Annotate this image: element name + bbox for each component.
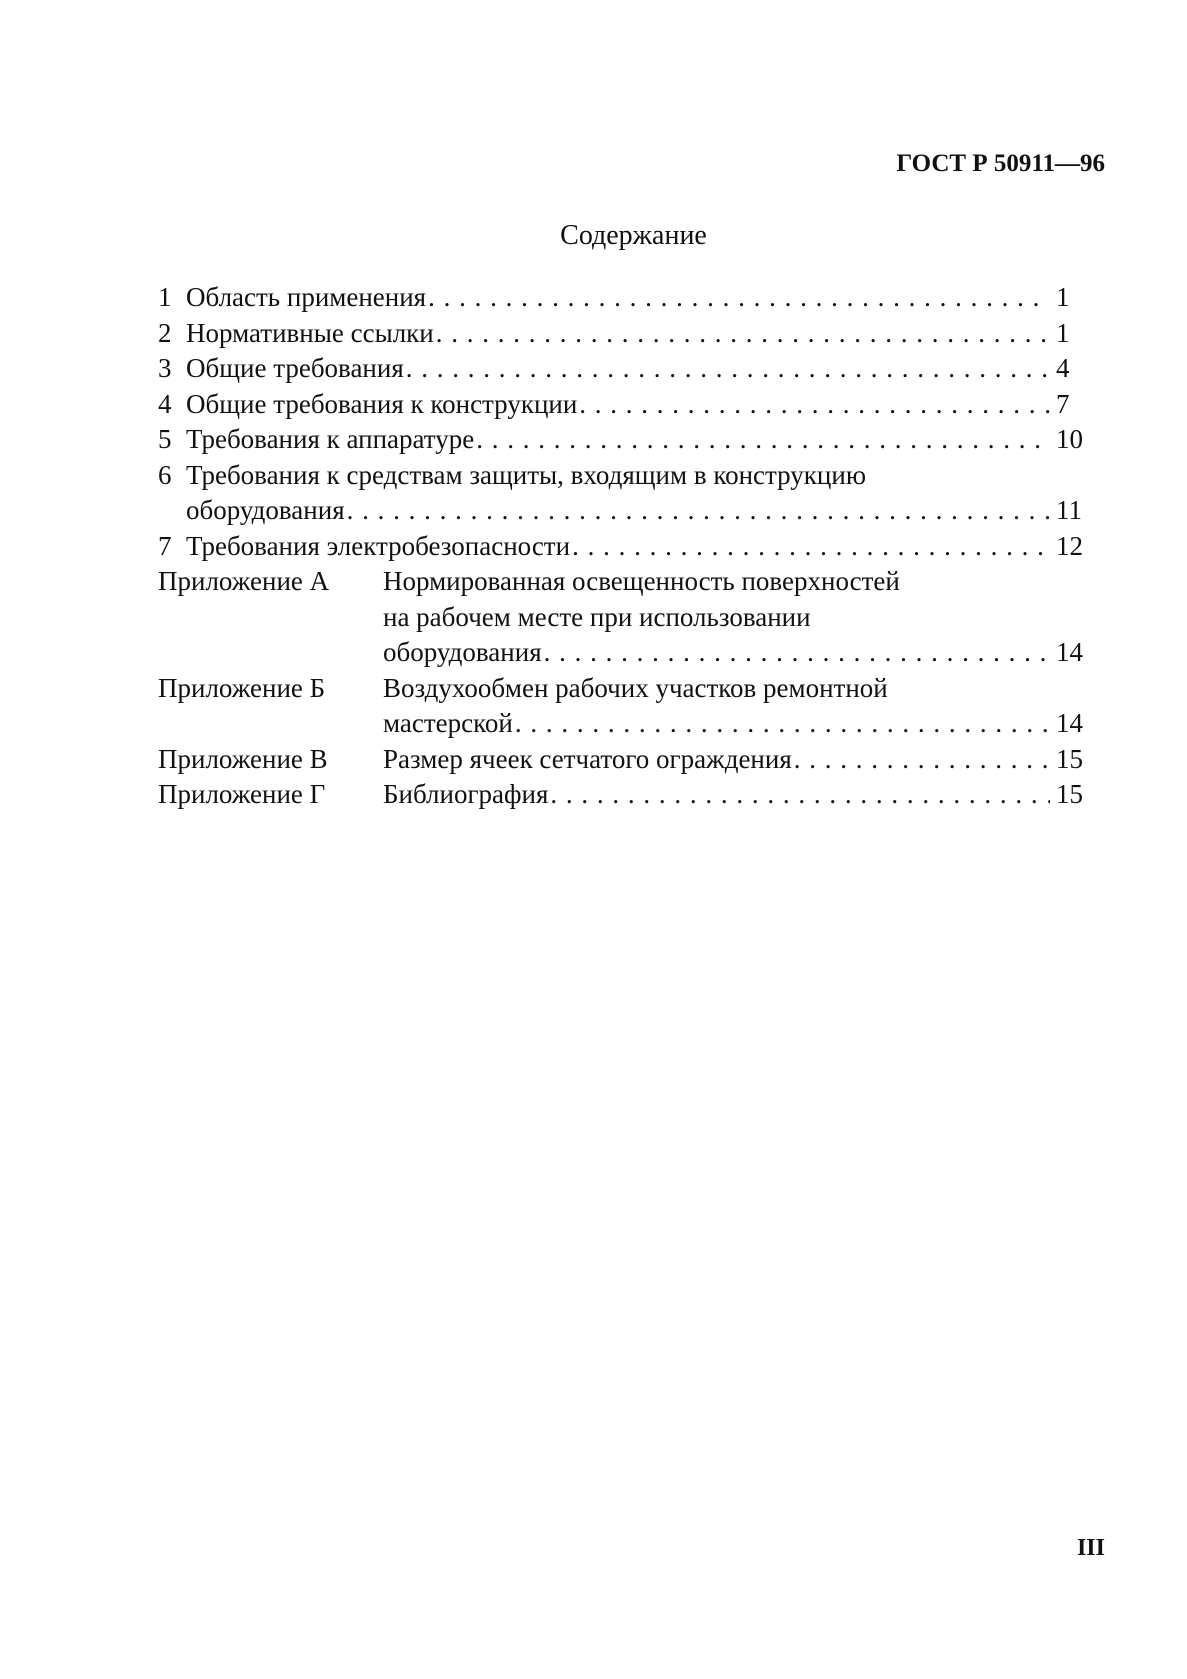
section-title: Требования к средствам защиты, входящим в конструкцию xyxy=(186,459,866,490)
toc-appendix[interactable] xyxy=(158,564,1098,600)
appendix-label: Приложение В xyxy=(158,743,328,774)
appendix-title-continued: на рабочем месте при использовании xyxy=(383,601,811,632)
appendix-title: Воздухообмен рабочих участков ремонтной xyxy=(383,672,888,703)
section-number: 5 xyxy=(158,424,172,454)
section-title: Общие требования xyxy=(186,353,404,383)
dot-leader xyxy=(794,742,1050,778)
page-ref: 15 xyxy=(1056,743,1083,774)
dot-leader xyxy=(347,493,1050,529)
toc-appendix[interactable] xyxy=(158,777,1098,813)
section-number: 6 xyxy=(158,459,172,490)
page-ref: 1 xyxy=(1056,282,1070,312)
page-number: III xyxy=(1076,1535,1105,1561)
appendix-title: Размер ячеек сетчатого ограждения xyxy=(383,743,792,774)
appendix-label: Приложение Г xyxy=(158,779,326,809)
dot-leader xyxy=(572,529,1050,565)
appendix-label: Приложение А xyxy=(158,566,330,596)
appendix-label: Приложение Б xyxy=(158,672,326,703)
toc-entry[interactable] xyxy=(158,387,1098,423)
toc-entry[interactable] xyxy=(158,316,1098,352)
toc-appendix[interactable] xyxy=(158,671,1098,707)
table-of-contents xyxy=(158,280,1098,813)
section-number: 4 xyxy=(158,388,172,419)
appendix-title-continued: оборудования xyxy=(383,637,542,667)
page-ref: 15 xyxy=(1056,779,1083,809)
dot-leader xyxy=(436,316,1050,352)
section-title-continued: оборудования xyxy=(186,495,345,525)
section-title: Область применения xyxy=(186,282,427,312)
toc-entry[interactable] xyxy=(158,280,1098,316)
section-number: 2 xyxy=(158,317,172,348)
toc-entry-continuation[interactable] xyxy=(158,493,1098,529)
toc-entry[interactable] xyxy=(158,422,1098,458)
toc-appendix-continuation[interactable] xyxy=(158,600,1098,636)
section-title: Общие требования к конструкции xyxy=(186,388,578,419)
dot-leader xyxy=(515,706,1050,742)
page-ref: 14 xyxy=(1056,708,1083,738)
section-title: Требования электробезопасности xyxy=(186,530,571,561)
dot-leader xyxy=(579,387,1050,423)
toc-title: Содержание xyxy=(560,220,707,251)
appendix-title-continued: мастерской xyxy=(383,708,513,738)
toc-entry[interactable] xyxy=(158,458,1098,494)
page-ref: 11 xyxy=(1056,495,1082,525)
toc-appendix-continuation[interactable] xyxy=(158,706,1098,742)
section-title: Требования к аппаратуре xyxy=(186,424,475,454)
appendix-title: Нормированная освещенность поверхностей xyxy=(383,566,900,596)
page-ref: 10 xyxy=(1056,424,1083,454)
toc-appendix[interactable] xyxy=(158,742,1098,778)
section-number: 1 xyxy=(158,282,172,312)
document-code: ГОСТ Р 50911—96 xyxy=(896,150,1105,177)
section-number: 3 xyxy=(158,353,172,383)
toc-appendix-continuation[interactable] xyxy=(158,635,1098,671)
dot-leader xyxy=(544,635,1050,671)
section-number: 7 xyxy=(158,530,172,561)
dot-leader xyxy=(406,351,1050,387)
page-ref: 1 xyxy=(1056,317,1070,348)
page-ref: 12 xyxy=(1056,530,1083,561)
page-ref: 4 xyxy=(1056,353,1070,383)
dot-leader xyxy=(428,280,1050,316)
dot-leader xyxy=(550,777,1050,813)
page-ref: 7 xyxy=(1056,388,1070,419)
toc-entry[interactable] xyxy=(158,529,1098,565)
dot-leader xyxy=(476,422,1050,458)
toc-entry[interactable] xyxy=(158,351,1098,387)
page-ref: 14 xyxy=(1056,637,1083,667)
section-title: Нормативные ссылки xyxy=(186,317,434,348)
appendix-title: Библиография xyxy=(383,779,549,809)
